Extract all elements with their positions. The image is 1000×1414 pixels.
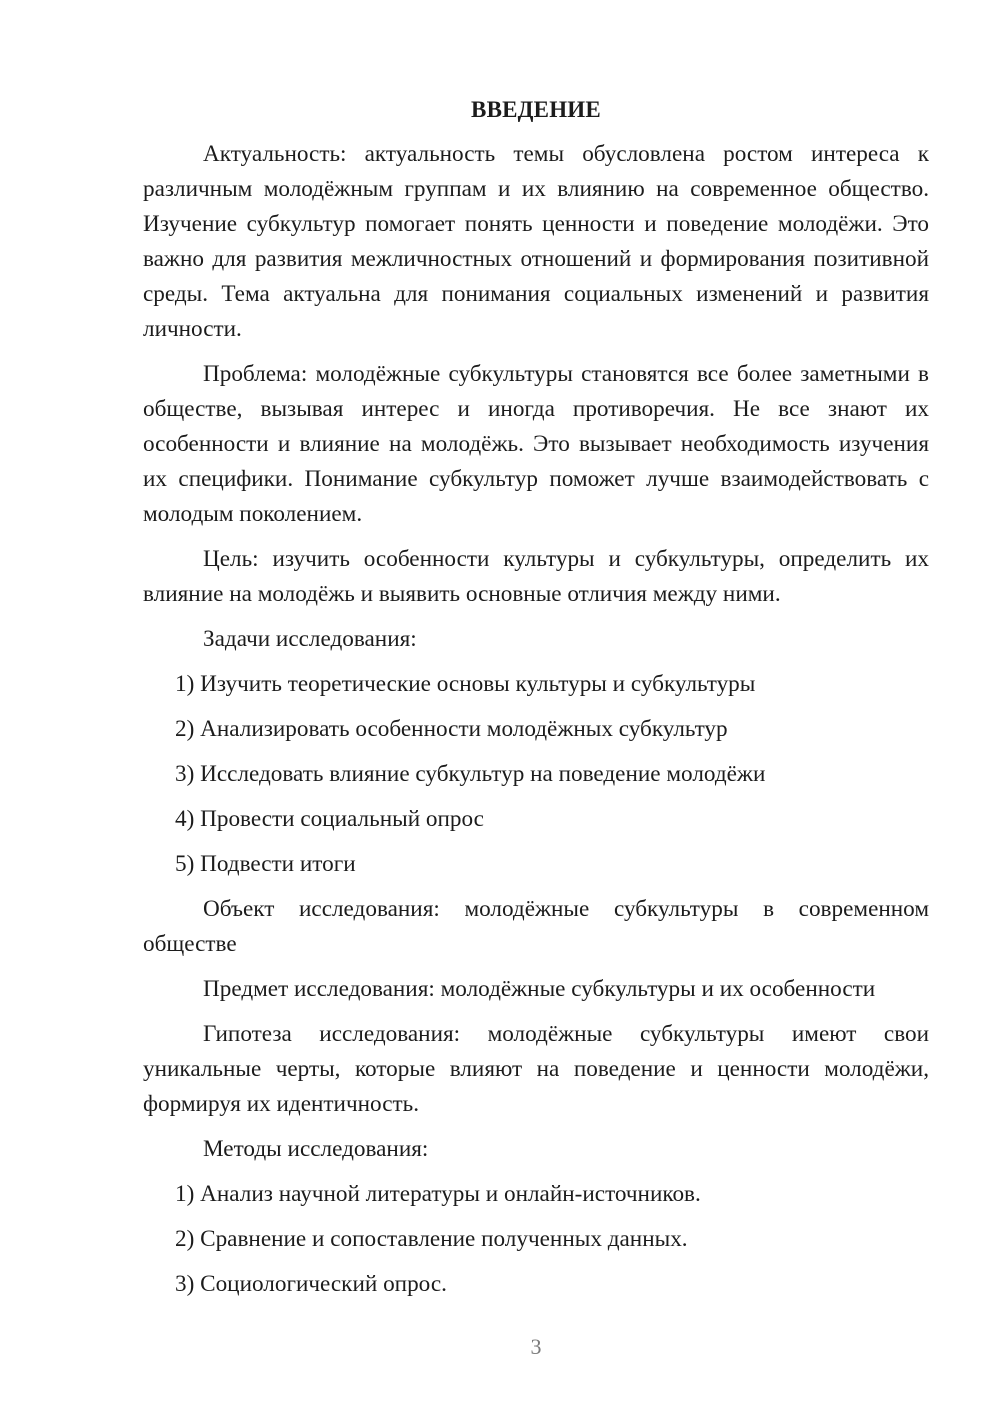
method-item: 3) Социологический опрос. — [175, 1271, 447, 1297]
problem-paragraph: Проблема: молодёжные субкультуры становятся все более заметными в обществе, вызывая интерес и иногда противоречия. Не все знают их особенности и влияние на молодёжь. Это вызывает необходимость изучения их специфики. Понимание субкультур поможет лучше взаимодействовать с молодым поколением. — [143, 361, 929, 527]
task-item: 5) Подвести итоги — [175, 851, 356, 877]
hypothesis-paragraph: Гипотеза исследования: молодёжные субкультуры имеют свои уникальные черты, которые влияют на поведение и ценности молодёжи, формируя их идентичность. — [143, 1021, 929, 1117]
tasks-label: Задачи исследования: — [203, 626, 417, 652]
task-item: 1) Изучить теоретические основы культуры и субкультуры — [175, 671, 756, 697]
method-item: 2) Сравнение и сопоставление полученных данных. — [175, 1226, 688, 1252]
task-item: 4) Провести социальный опрос — [175, 806, 484, 832]
page-content — [143, 92, 929, 1312]
object-paragraph: Объект исследования: молодёжные субкультуры в современном обществе — [143, 896, 929, 957]
method-item: 1) Анализ научной литературы и онлайн-источников. — [175, 1181, 701, 1207]
relevance-paragraph: Актуальность: актуальность темы обусловлена ростом интереса к различным молодёжным группам и их влиянию на современное общество. Изучение субкультур помогает понять ценности и поведение молодёжи. Это важно для развития межличностных отношений и формирования позитивной среды. Тема актуальна для понимания социальных изменений и развития личности. — [143, 141, 929, 342]
task-item: 2) Анализировать особенности молодёжных субкультур — [175, 716, 728, 742]
methods-label: Методы исследования: — [203, 1136, 429, 1162]
task-item: 3) Исследовать влияние субкультур на поведение молодёжи — [175, 761, 766, 787]
page-number: 3 — [530, 1334, 542, 1359]
goal-paragraph: Цель: изучить особенности культуры и субкультуры, определить их влияние на молодёжь и выявить основные отличия между ними. — [143, 546, 929, 607]
subject-paragraph: Предмет исследования: молодёжные субкультуры и их особенности — [203, 976, 876, 1002]
page-title: ВВЕДЕНИЕ — [471, 97, 601, 122]
